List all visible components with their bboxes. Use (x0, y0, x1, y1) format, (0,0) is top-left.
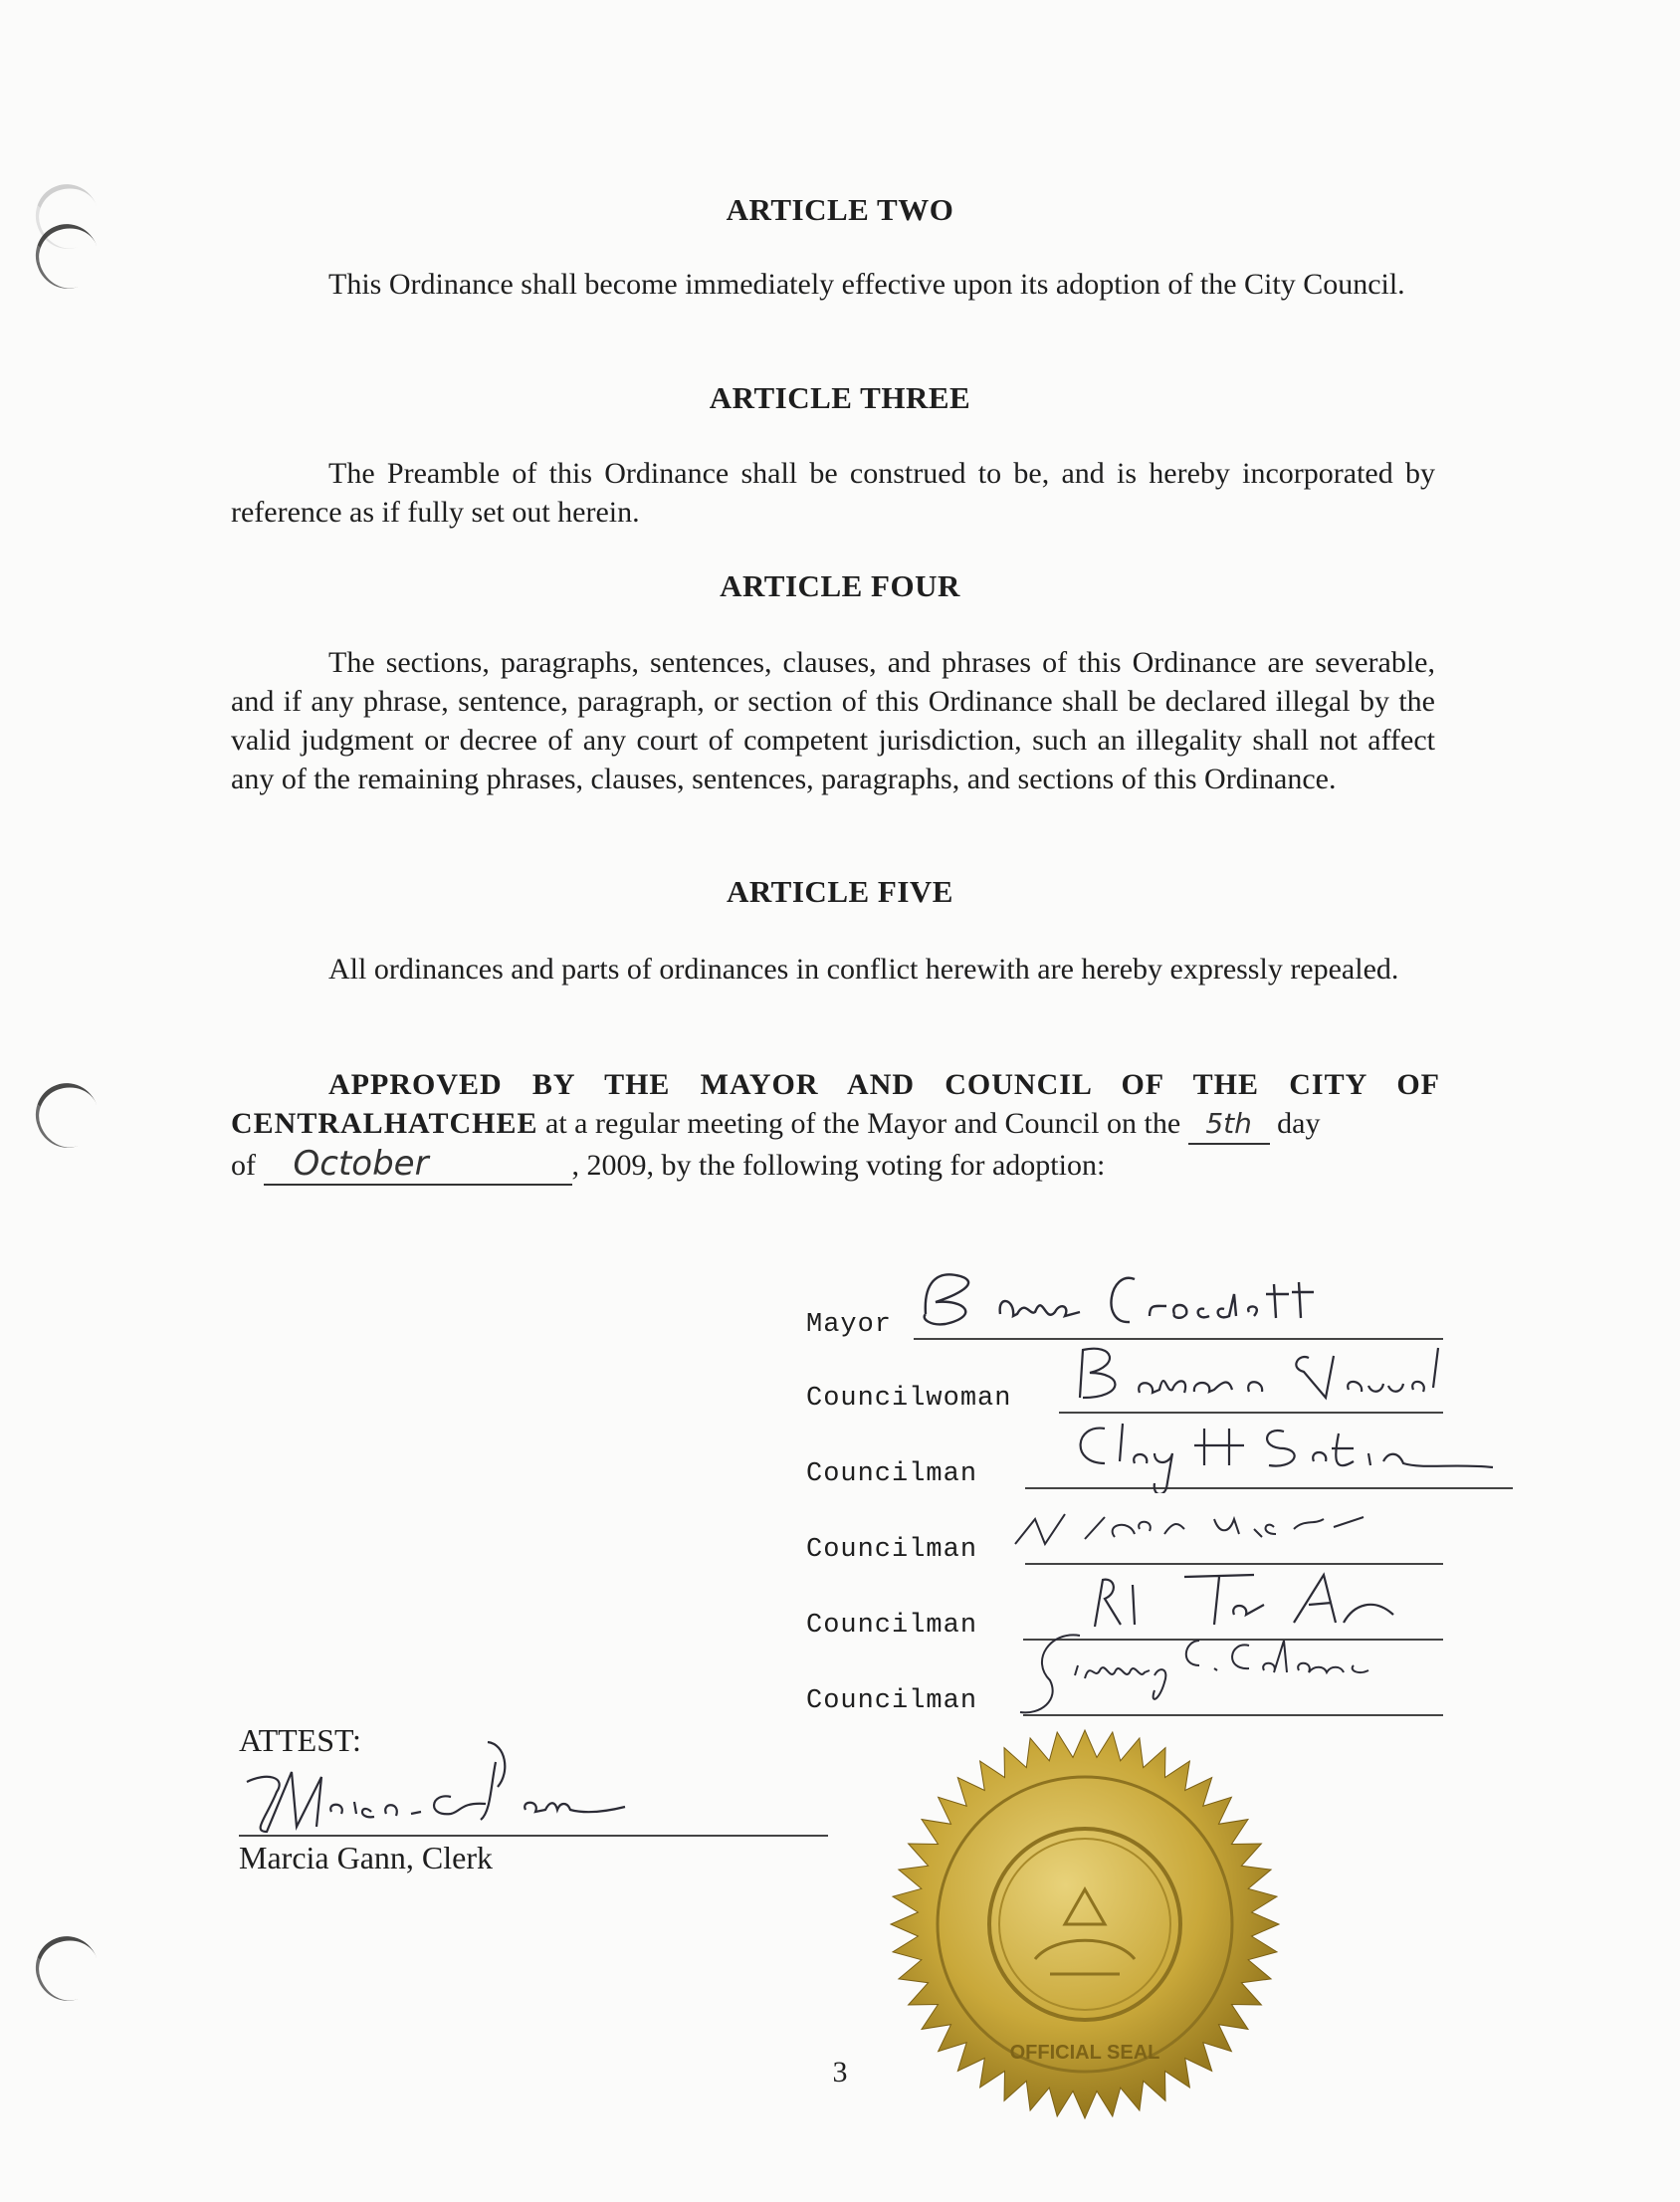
approval-paragraph: APPROVED BY THE MAYOR AND COUNCIL OF THE CITY OF CENTRALHATCHEE at a regular meeting of the Mayor and Council on the 5th day of October , 2009, by the following voting for adoption: (231, 1068, 1440, 1184)
article-two-heading: ARTICLE TWO (726, 192, 954, 227)
signature-label: Councilman (806, 1686, 978, 1716)
punch-hole-middle (27, 1074, 107, 1157)
clerk-signature (237, 1732, 655, 1842)
day-blank: 5th (1188, 1104, 1270, 1145)
signature-label: Mayor (806, 1310, 893, 1340)
article-four-text: The sections, paragraphs, sentences, clauses, and phrases of this Ordinance are severable, and if any phrase, sentence, paragraph, or section of this Ordinance shall be declared illegal by the valid judgment or decree of any court of competent jurisdiction, such an illegality shall not affect any of the remaining phrases, clauses, sentences, paragraphs, and sections of this Ordinance. (231, 646, 1435, 795)
signature-row-councilman-4 (806, 1660, 1443, 1720)
article-four-heading: ARTICLE FOUR (720, 568, 960, 603)
article-five-text: All ordinances and parts of ordinances in conflict herewith are hereby expressly repealed. (328, 953, 1399, 986)
attest-label: ATTEST: (239, 1722, 361, 1758)
page-number: 3 (832, 2056, 848, 2089)
article-two-text: This Ordinance shall become immediately effective upon its adoption of the City Council. (328, 268, 1405, 301)
month-blank: October (264, 1145, 572, 1186)
article-three-heading: ARTICLE THREE (709, 380, 971, 415)
signature-row-councilman-1 (806, 1433, 1443, 1493)
clerk-name: Marcia Gann, Clerk (239, 1840, 494, 1875)
signature-label: Councilman (806, 1459, 978, 1489)
signature-label: Councilman (806, 1611, 978, 1641)
councilman-4-signature (1000, 1621, 1398, 1720)
article-five-heading: ARTICLE FIVE (727, 874, 953, 909)
councilman-1-signature (1055, 1404, 1503, 1493)
approval-lead: APPROVED BY THE MAYOR AND COUNCIL OF THE CITY OF CENTRALHATCHEE (231, 1068, 1440, 1140)
clerk-signature-line (239, 1835, 828, 1837)
signature-label: Councilman (806, 1535, 978, 1565)
punch-hole-bottom (27, 1927, 107, 2010)
article-three-text: The Preamble of this Ordinance shall be construed to be, and is hereby incorporated by reference as if fully set out herein. (231, 457, 1435, 529)
svg-text:OFFICIAL SEAL: OFFICIAL SEAL (1009, 2042, 1160, 2064)
signature-label: Councilwoman (806, 1384, 1012, 1414)
